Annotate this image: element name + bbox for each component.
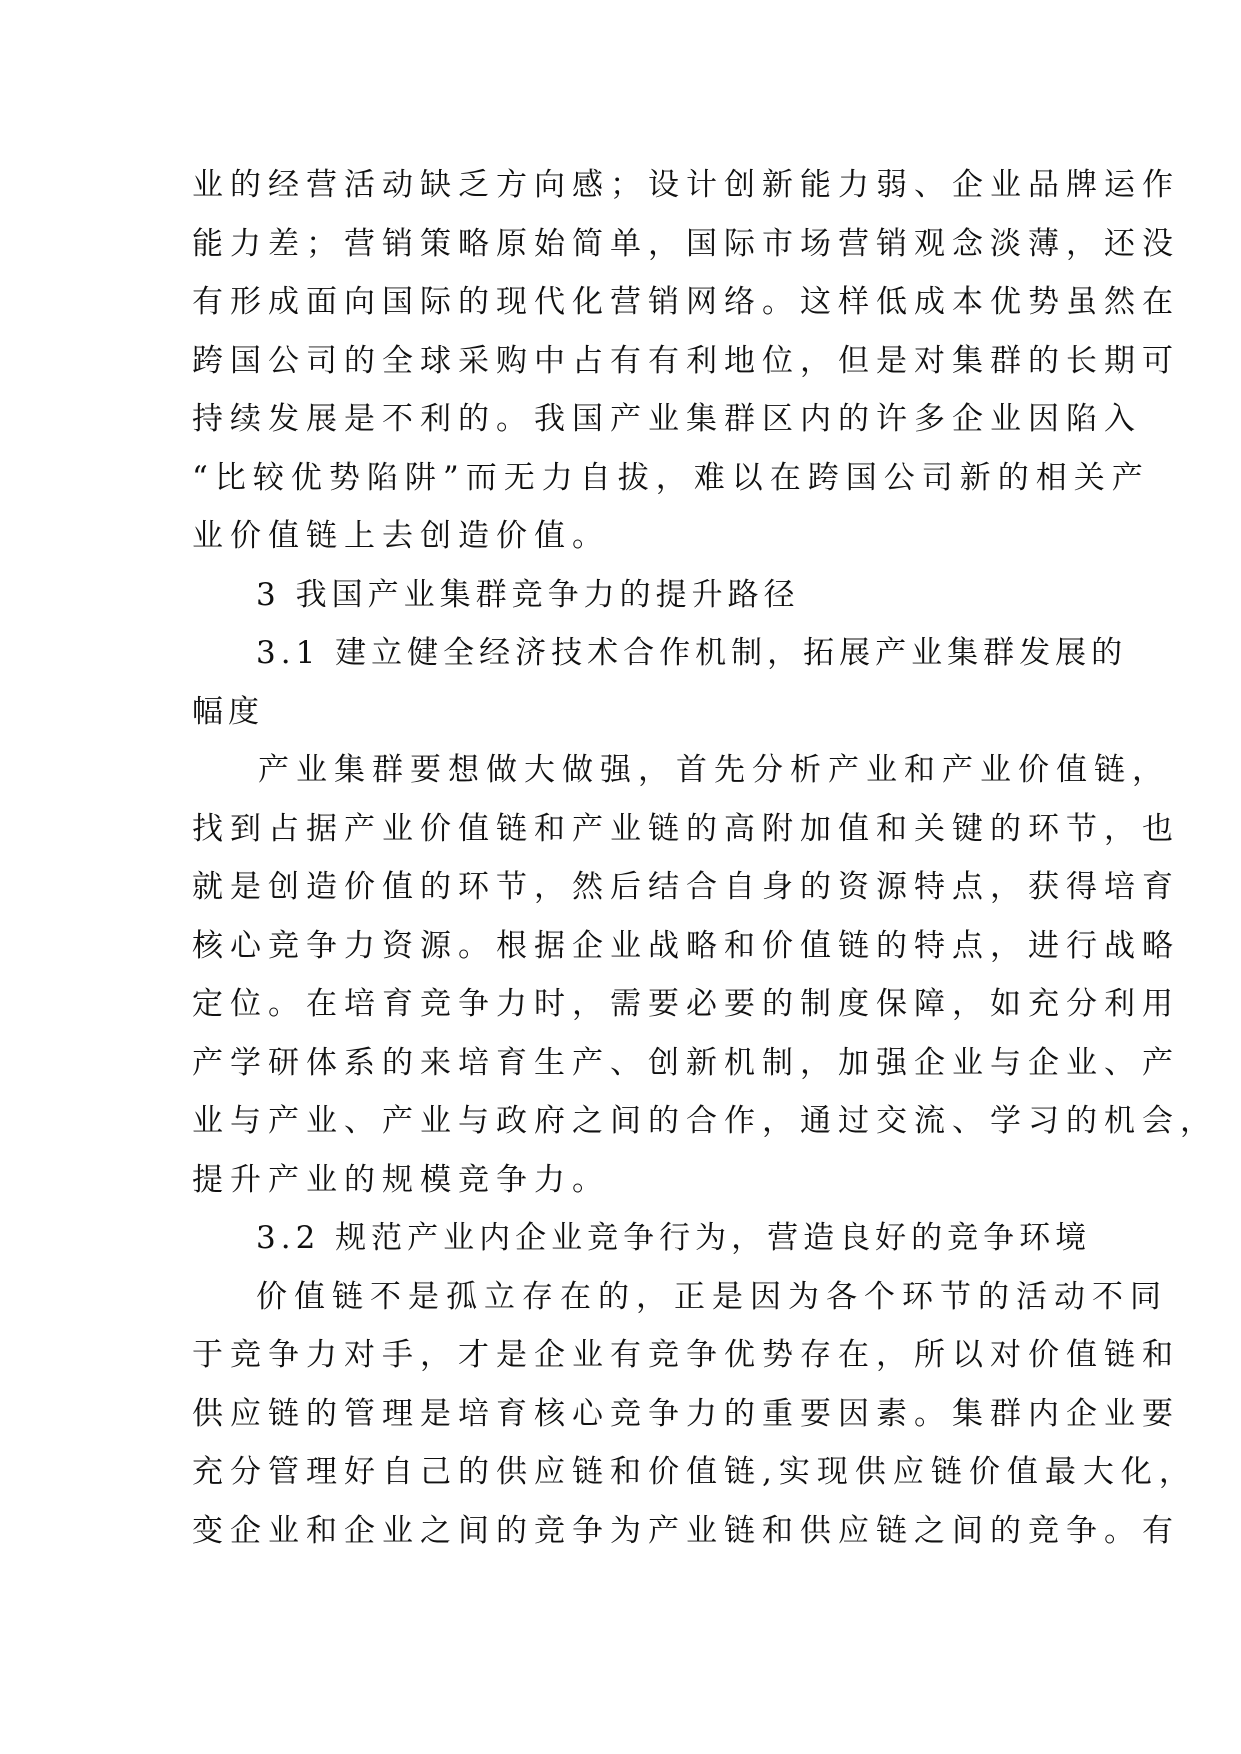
text-line: 核心竞争力资源。根据企业战略和价值链的特点，进行战略 [192, 927, 1180, 964]
text-line: “比较优势陷阱”而无力自拔，难以在跨国公司新的相关产 [192, 459, 1150, 496]
subsection-heading: 3.1 建立健全经济技术合作机制，拓展产业集群发展的 [256, 635, 1128, 671]
document-body [192, 156, 1218, 1560]
text-line: 提升产业的规模竞争力。 [192, 1161, 610, 1198]
text-line: 充分管理好自己的供应链和价值链,实现供应链价值最大化， [192, 1454, 1197, 1490]
text-line: 跨国公司的全球采购中占有有利地位，但是对集群的长期可 [192, 342, 1180, 379]
text-line: 供应链的管理是培育核心竞争力的重要因素。集群内企业要 [192, 1395, 1180, 1432]
text-line: 持续发展是不利的。我国产业集群区内的许多企业因陷入 [192, 401, 1142, 437]
text-line: 业价值链上去创造价值。 [192, 518, 610, 554]
subsection-heading-continued: 幅度 [192, 693, 264, 730]
text-line: 就是创造价值的环节，然后结合自身的资源特点，获得培育 [192, 869, 1180, 905]
text-line: 能力差；营销策略原始简单，国际市场营销观念淡薄，还没 [192, 225, 1180, 262]
text-line: 业的经营活动缺乏方向感；设计创新能力弱、企业品牌运作 [192, 167, 1180, 203]
text-line: 变企业和企业之间的竞争为产业链和供应链之间的竞争。有 [192, 1512, 1180, 1549]
text-line: 于竞争力对手，才是企业有竞争优势存在，所以对价值链和 [192, 1337, 1180, 1373]
paragraph-first-line: 产业集群要想做大做强，首先分析产业和产业价值链， [258, 752, 1170, 788]
text-line: 产学研体系的来培育生产、创新机制，加强企业与企业、产 [192, 1044, 1180, 1081]
text-line: 定位。在培育竞争力时，需要必要的制度保障，如充分利用 [192, 986, 1180, 1022]
text-line: 有形成面向国际的现代化营销网络。这样低成本优势虽然在 [192, 284, 1180, 320]
paragraph-first-line: 价值链不是孤立存在的，正是因为各个环节的活动不同 [256, 1278, 1168, 1315]
text-line: 业与产业、产业与政府之间的合作，通过交流、学习的机会， [192, 1103, 1218, 1139]
text-line: 找到占据产业价值链和产业链的高附加值和关键的环节，也 [192, 810, 1180, 847]
section-heading: 3 我国产业集群竞争力的提升路径 [256, 576, 800, 613]
subsection-heading: 3.2 规范产业内企业竞争行为，营造良好的竞争环境 [256, 1220, 1092, 1256]
